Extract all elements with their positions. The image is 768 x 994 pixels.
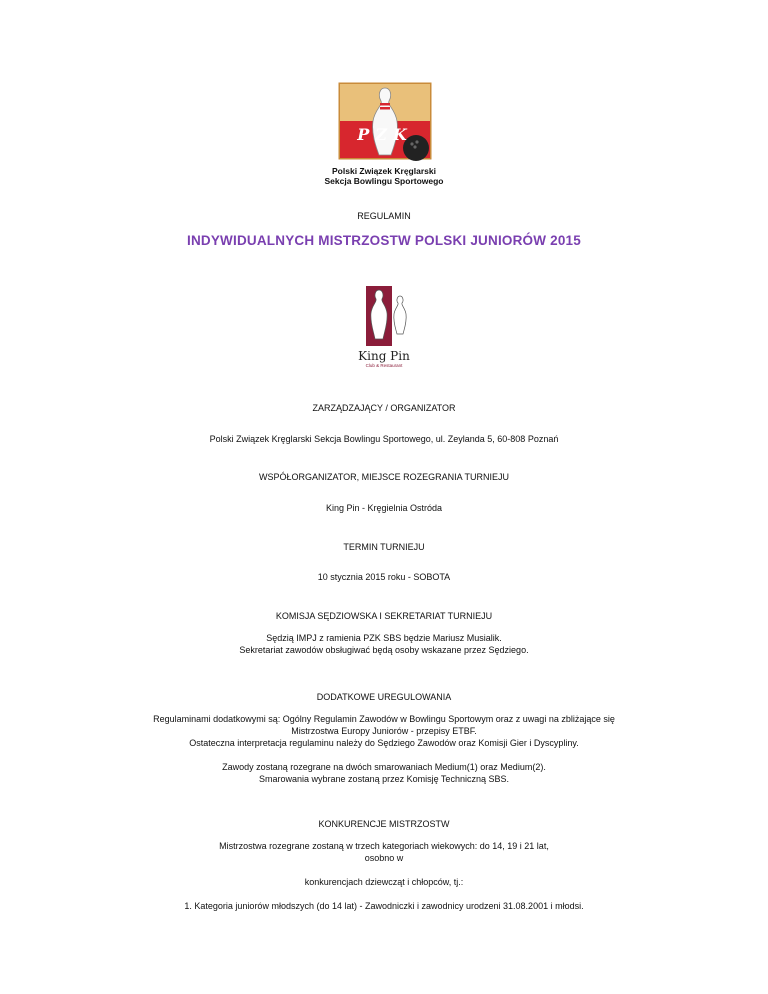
additional-line3: Ostateczna interpretacja regulaminu należy do Sędziego Zawodów oraz Komisji Gier i Dyscypliny. <box>189 738 579 748</box>
king-pin-logo <box>342 280 426 368</box>
coorganizer-heading: WSPÓŁORGANIZATOR, MIEJSCE ROZEGRANIA TURNIEJU <box>258 472 510 482</box>
judges-heading: KOMISJA SĘDZIOWSKA I SEKRETARIAT TURNIEJU <box>275 611 493 621</box>
oil-line2: Smarowania wybrane zostaną przez Komisję Techniczną SBS. <box>259 774 509 784</box>
additional-line1: Regulaminami dodatkowymi są: Ogólny Regulamin Zawodów w Bowlingu Sportowym oraz z uwagi na zbliżające się <box>153 714 615 724</box>
date-heading: TERMIN TURNIEJU <box>343 542 425 552</box>
additional-heading: DODATKOWE UREGULOWANIA <box>316 692 452 702</box>
oil-line1: Zawody zostaną rozegrane na dwóch smarowaniach Medium(1) oraz Medium(2). <box>222 762 546 772</box>
additional-line2: Mistrzostwa Europy Juniorów - przepisy ETBF. <box>291 726 477 736</box>
king-pin-name: King Pin <box>358 349 410 363</box>
pzk-logo-caption <box>300 166 468 186</box>
competitions-line3: konkurencjach dziewcząt i chłopców, tj.: <box>304 877 464 887</box>
pzk-caption-line1: Polski Związek Kręglarski <box>332 166 436 176</box>
competitions-heading: KONKURENCJE MISTRZOSTW <box>318 819 450 829</box>
coorganizer-text: King Pin - Kręgielnia Ostróda <box>325 503 443 513</box>
date-text: 10 stycznia 2015 roku - SOBOTA <box>317 572 451 582</box>
category-1: 1. Kategoria juniorów młodszych (do 14 lat) - Zawodniczki i zawodnicy urodzeni 31.08.2001 i młodsi. <box>184 901 584 911</box>
pzk-caption-line2: Sekcja Bowlingu Sportowego <box>324 176 444 186</box>
judges-line2: Sekretariat zawodów obsługiwać będą osoby wskazane przez Sędziego. <box>239 645 529 655</box>
organizer-text: Polski Związek Kręglarski Sekcja Bowlingu Sportowego, ul. Zeylanda 5, 60-808 Poznań <box>209 434 559 444</box>
document-title: INDYWIDUALNYCH MISTRZOSTW POLSKI JUNIORÓW 2015 <box>187 233 581 248</box>
judges-line1: Sędzią IMPJ z ramienia PZK SBS będzie Mariusz Musialik. <box>266 633 502 643</box>
king-pin-sub: Club & Restaurant <box>365 363 403 368</box>
pzk-logo-letters: PZK <box>357 125 413 144</box>
competitions-line1: Mistrzostwa rozegrane zostaną w trzech kategoriach wiekowych: do 14, 19 i 21 lat, <box>219 841 549 851</box>
organizer-heading: ZARZĄDZAJĄCY / ORGANIZATOR <box>312 403 456 413</box>
document-heading: REGULAMIN <box>357 211 411 221</box>
competitions-line2: osobno w <box>364 853 404 863</box>
